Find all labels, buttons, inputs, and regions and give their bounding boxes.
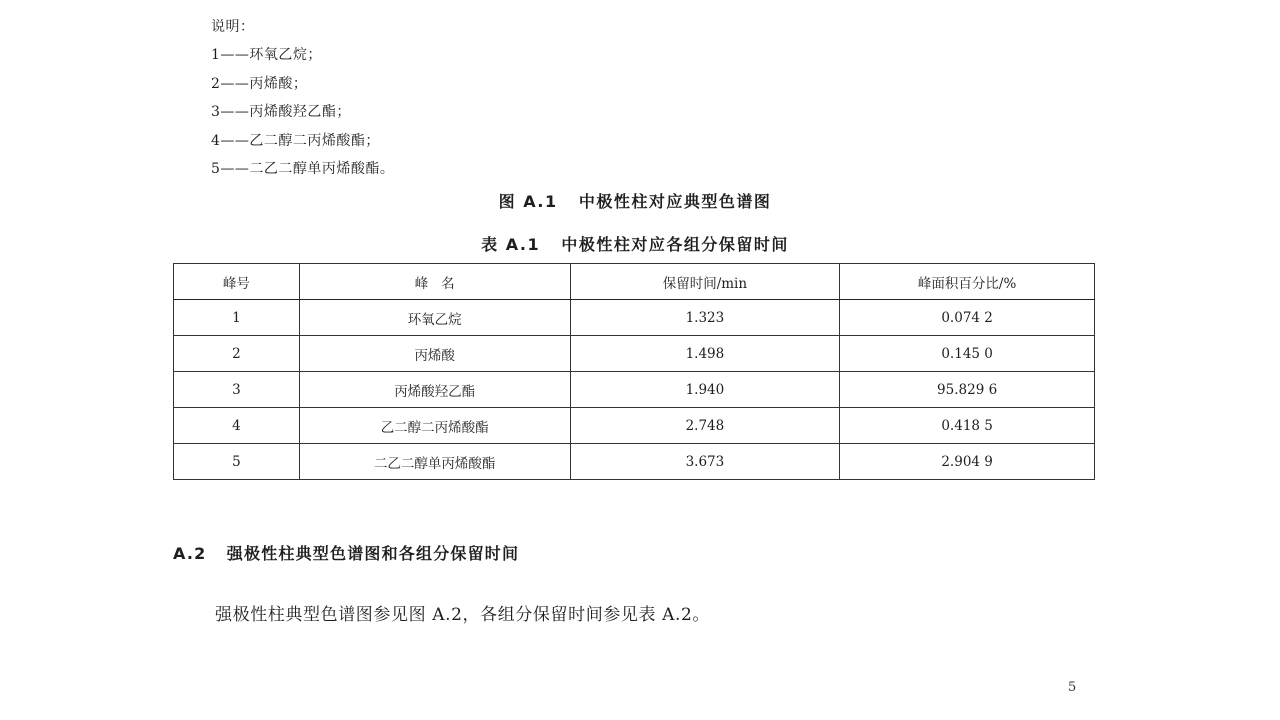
legend-item: 2——丙烯酸； (211, 75, 308, 92)
table-caption: 表 A.1 中极性柱对应各组分保留时间 (481, 235, 789, 254)
cell-peak-number: 1 (174, 300, 300, 336)
figure-legend (211, 13, 394, 183)
header-peak-name: 峰 名 (299, 264, 570, 300)
cell-peak-name: 环氧乙烷 (299, 300, 570, 336)
table-row (174, 408, 1095, 444)
cell-peak-area-percent: 0.418 5 (840, 408, 1095, 444)
table-header-row (174, 264, 1095, 300)
cell-peak-number: 2 (174, 336, 300, 372)
header-peak-area-percent: 峰面积百分比/% (840, 264, 1095, 300)
cell-peak-name: 乙二醇二丙烯酸酯 (299, 408, 570, 444)
legend-title: 说明： (211, 19, 255, 35)
cell-peak-number: 3 (174, 372, 300, 408)
cell-peak-name: 丙烯酸 (299, 336, 570, 372)
cell-peak-name: 丙烯酸羟乙酯 (299, 372, 570, 408)
cell-retention-time: 1.498 (570, 336, 840, 372)
cell-peak-area-percent: 0.145 0 (840, 336, 1095, 372)
legend-item: 3——丙烯酸羟乙酯； (211, 104, 351, 121)
header-peak-number: 峰号 (174, 264, 300, 300)
legend-item: 1——环氧乙烷； (211, 47, 322, 64)
cell-retention-time: 1.323 (570, 300, 840, 336)
body-paragraph: 强极性柱典型色谱图参见图 A.2，各组分保留时间参见表 A.2。 (215, 605, 710, 625)
table-row (174, 372, 1095, 408)
page-number: 5 (1068, 680, 1077, 695)
table-row (174, 300, 1095, 336)
cell-peak-area-percent: 95.829 6 (840, 372, 1095, 408)
cell-peak-number: 4 (174, 408, 300, 444)
figure-caption: 图 A.1 中极性柱对应典型色谱图 (498, 192, 772, 211)
cell-retention-time: 1.940 (570, 372, 840, 408)
cell-retention-time: 3.673 (570, 444, 840, 480)
cell-retention-time: 2.748 (570, 408, 840, 444)
legend-item: 4——乙二醇二丙烯酸酯； (211, 132, 380, 149)
legend-item: 5——二乙二醇单丙烯酸酯。 (211, 161, 395, 178)
retention-time-table (173, 263, 1095, 480)
table-row (174, 444, 1095, 480)
cell-peak-number: 5 (174, 444, 300, 480)
header-retention-time: 保留时间/min (570, 264, 840, 300)
cell-peak-area-percent: 2.904 9 (840, 444, 1095, 480)
section-heading: A.2 强极性柱典型色谱图和各组分保留时间 (173, 544, 520, 563)
cell-peak-name: 二乙二醇单丙烯酸酯 (299, 444, 570, 480)
cell-peak-area-percent: 0.074 2 (840, 300, 1095, 336)
table-row (174, 336, 1095, 372)
